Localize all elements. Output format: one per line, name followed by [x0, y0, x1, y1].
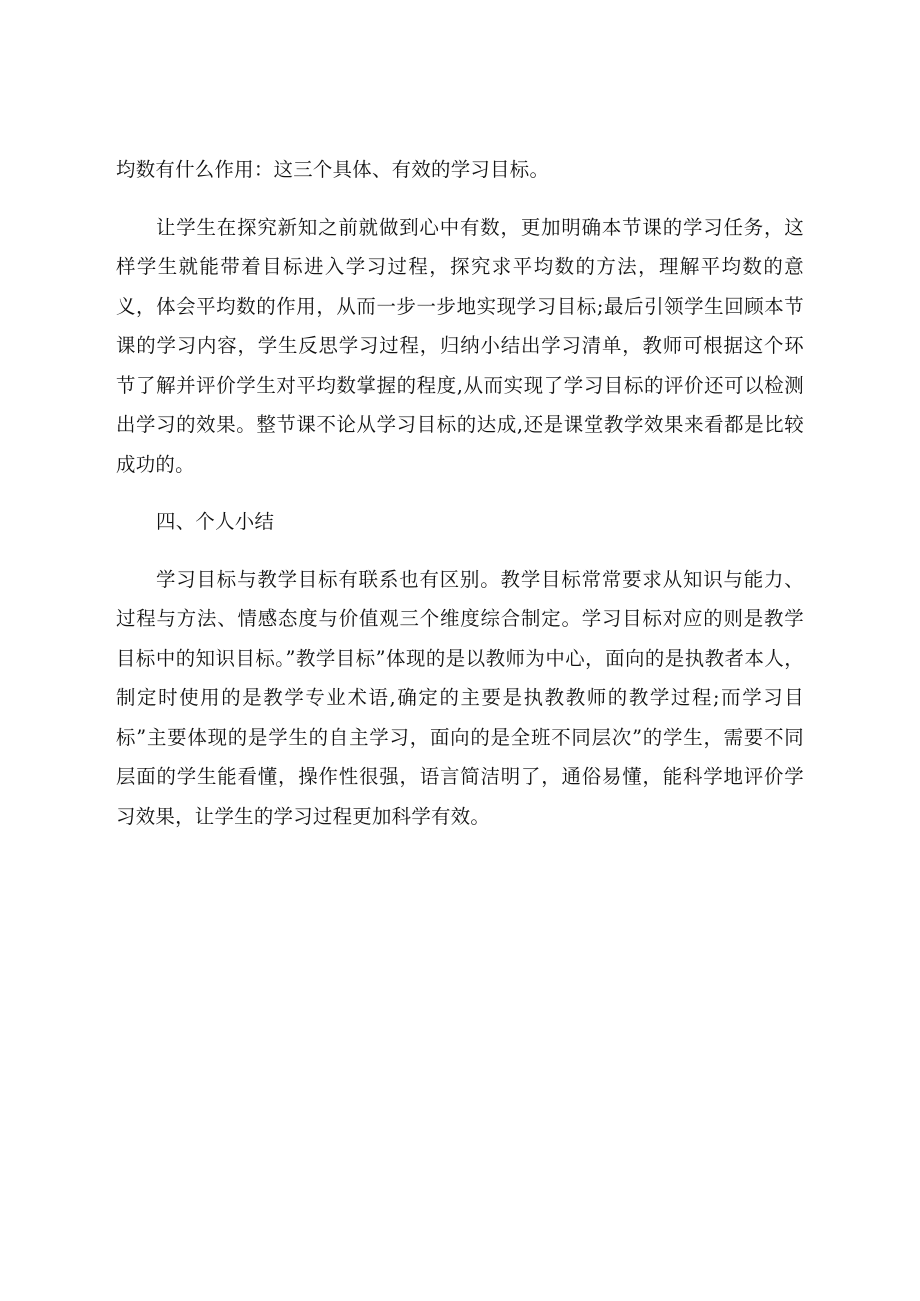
document-page	[116, 150, 804, 836]
paragraph-continuation: 均数有什么作用：这三个具体、有效的学习目标。	[116, 158, 550, 181]
paragraph-gap	[116, 190, 804, 208]
paragraph-gap	[116, 542, 804, 560]
paragraph-summary: 学习目标与教学目标有联系也有区别。教学目标常常要求从知识与能力、过程与方法、情感态度与价值观三个维度综合制定。学习目标对应的则是教学目标中的知识目标。”教学目标”体现的是以教师为中心，面向的是执教者本人，制定时使用的是教学专业术语,确定的主要是执教教师的教学过程;而学习目标”主要体现的是学生的自主学习，面向的是全班不同层次”的学生，需要不同层面的学生能看懂，操作性很强，语言简洁明了，通俗易懂，能科学地评价学习效果，让学生的学习过程更加科学有效。	[116, 567, 804, 828]
section-heading-summary: 四、个人小结	[156, 510, 275, 533]
paragraph-gap	[116, 484, 804, 502]
paragraph-learning-goals: 让学生在探究新知之前就做到心中有数，更加明确本节课的学习任务，这样学生就能带着目标进入学习过程，探究求平均数的方法，理解平均数的意义，体会平均数的作用，从而一步一步地实现学习目标;最后引领学生回顾本节课的学习内容，学生反思学习过程，归纳小结出学习清单，教师可根据这个环节了解并评价学生对平均数掌握的程度,从而实现了学习目标的评价还可以检测出学习的效果。整节课不论从学习目标的达成,还是课堂教学效果来看都是比较成功的。	[116, 215, 804, 476]
